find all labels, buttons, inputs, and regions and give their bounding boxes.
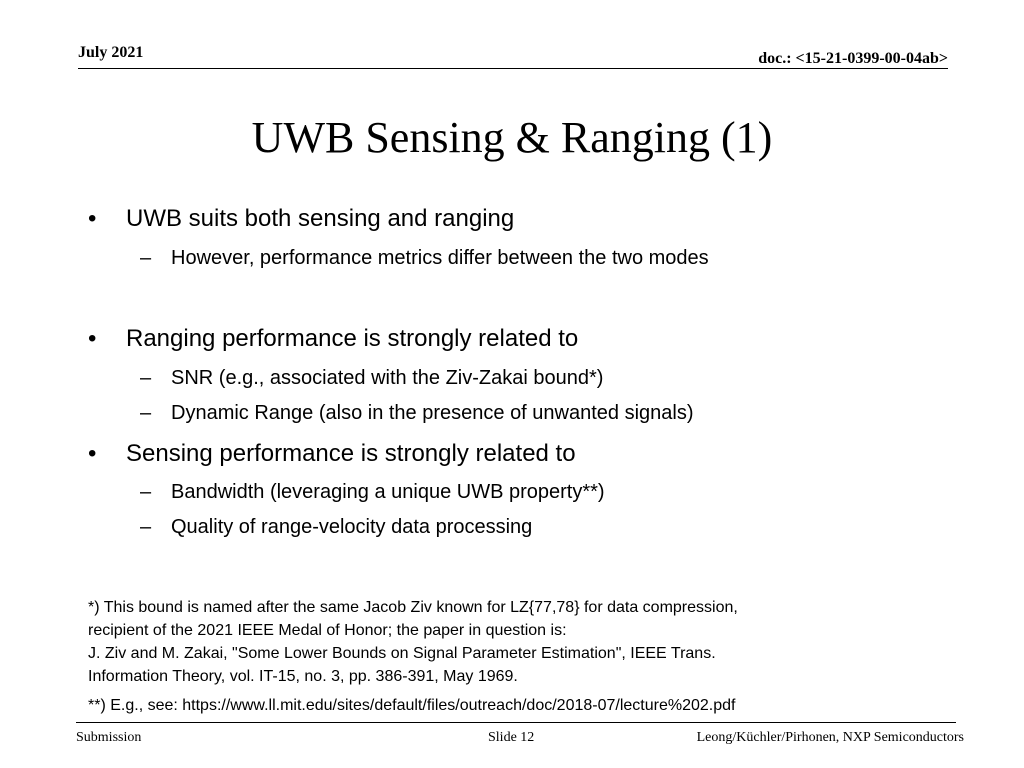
header-divider xyxy=(78,68,948,69)
footnote-link[interactable]: **) E.g., see: https://www.ll.mit.edu/sites/default/files/outreach/doc/2018-07/lecture%202.pdf xyxy=(88,697,736,714)
sub-bullet-text: However, performance metrics differ between the two modes xyxy=(171,247,709,269)
sub-bullet-symbol: – xyxy=(140,247,152,269)
sub-bullet-text: Bandwidth (leveraging a unique UWB property**) xyxy=(171,481,605,503)
header-date: July 2021 xyxy=(78,44,144,61)
slide-title: UWB Sensing & Ranging (1) xyxy=(251,113,773,162)
sub-bullet-text: Dynamic Range (also in the presence of unwanted signals) xyxy=(171,402,694,424)
sub-bullet-symbol: – xyxy=(140,481,152,503)
bullet-symbol: • xyxy=(88,440,97,467)
sub-bullet-symbol: – xyxy=(140,402,152,424)
footnote-line: recipient of the 2021 IEEE Medal of Honor; the paper in question is: xyxy=(88,622,567,639)
footer-divider xyxy=(76,722,956,723)
footer-authors: Leong/Küchler/Pirhonen, NXP Semiconductors xyxy=(696,730,964,745)
bullet-text: Sensing performance is strongly related to xyxy=(126,440,576,467)
header-doc-id: doc.: <15-21-0399-00-04ab> xyxy=(758,50,948,67)
sub-bullet-text: Quality of range-velocity data processing xyxy=(171,516,533,538)
footer-slide-number: Slide 12 xyxy=(488,730,535,745)
sub-bullet-symbol: – xyxy=(140,367,152,389)
sub-bullet-symbol: – xyxy=(140,516,152,538)
footnote-line: Information Theory, vol. IT-15, no. 3, pp. 386-391, May 1969. xyxy=(88,668,518,685)
bullet-text: Ranging performance is strongly related to xyxy=(126,325,579,352)
footnote-block xyxy=(88,596,738,688)
bullet-text: UWB suits both sensing and ranging xyxy=(126,205,515,232)
sub-bullet-text: SNR (e.g., associated with the Ziv-Zakai bound*) xyxy=(171,367,604,389)
bullet-symbol: • xyxy=(88,205,97,232)
footnote-line: *) This bound is named after the same Jacob Ziv known for LZ{77,78} for data compression, xyxy=(88,599,738,616)
bullet-symbol: • xyxy=(88,325,97,352)
footer-submission: Submission xyxy=(76,730,142,745)
footnote-line: J. Ziv and M. Zakai, "Some Lower Bounds on Signal Parameter Estimation", IEEE Trans. xyxy=(88,645,716,662)
